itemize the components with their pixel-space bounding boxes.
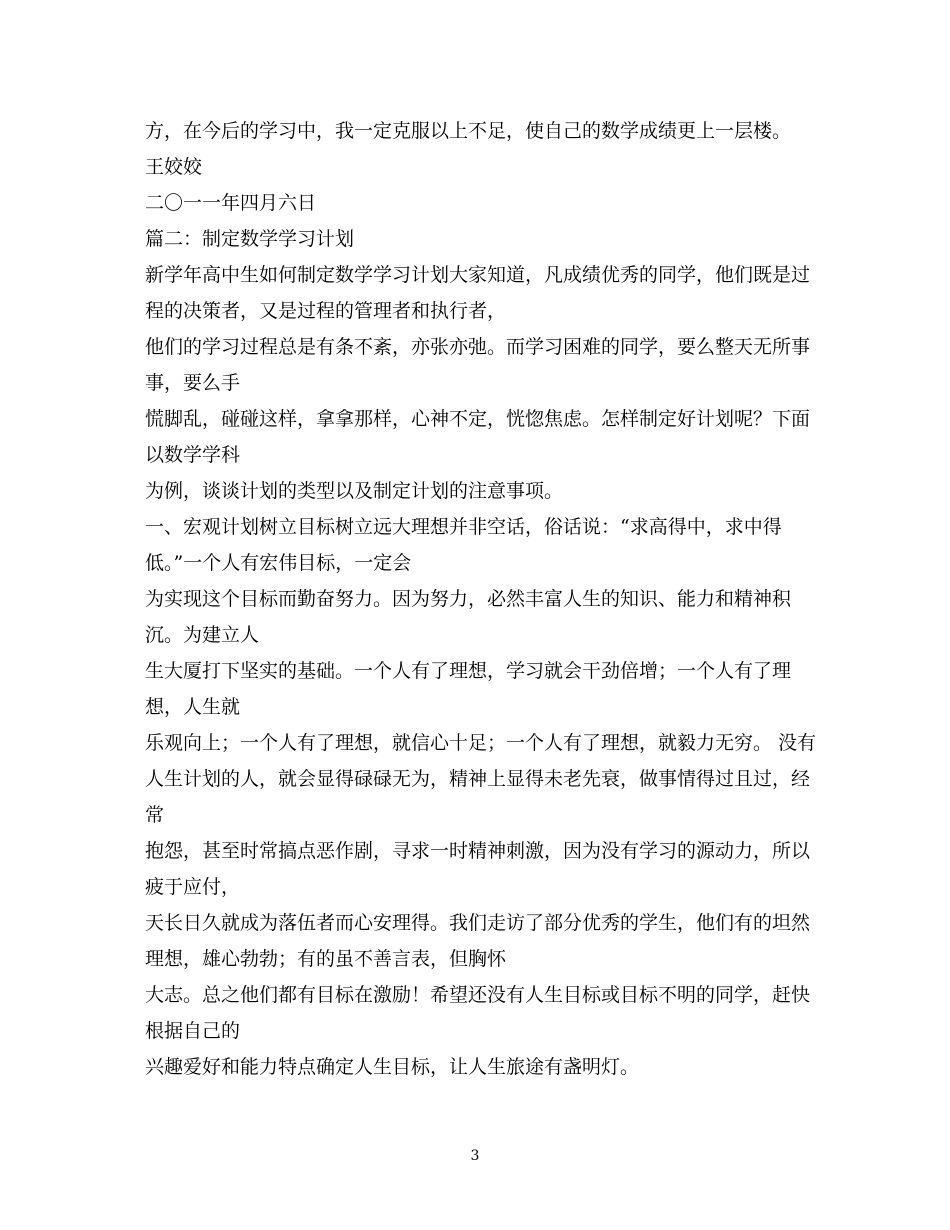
text-line: 乐观向上；一个人有了理想，就信心十足；一个人有了理想，就毅力无穷。 没有	[145, 732, 817, 754]
text-line: 方，在今后的学习中，我一定克服以上不足，使自己的数学成绩更上一层楼。	[145, 120, 792, 142]
text-line: 抱怨，甚至时常搞点恶作剧，寻求一时精神刺激，因为没有学习的源动力，所以	[145, 840, 811, 862]
section-heading: 篇二：制定数学学习计划	[145, 228, 355, 250]
text-line: 低。”一个人有宏伟目标，一定会	[145, 552, 412, 574]
text-line: 生大厦打下坚实的基础。一个人有了理想，学习就会干劲倍增；一个人有了理	[145, 660, 792, 682]
text-line: 理想，雄心勃勃；有的虽不善言表，但胸怀	[145, 948, 507, 970]
date-line: 二〇一一年四月六日	[145, 192, 317, 214]
page-number: 3	[470, 1148, 480, 1164]
text-line: 常	[145, 804, 165, 826]
text-line: 事，要么手	[145, 372, 241, 394]
text-line: 以数学学科	[145, 444, 241, 466]
text-line: 为实现这个目标而勤奋努力。因为努力，必然丰富人生的知识、能力和精神积	[145, 588, 792, 610]
text-line: 想，人生就	[145, 696, 241, 718]
text-line: 沉。为建立人	[145, 624, 260, 646]
document-body	[145, 113, 817, 1085]
text-line: 他们的学习过程总是有条不紊，亦张亦弛。而学习困难的同学，要么整天无所事	[145, 336, 811, 358]
text-line: 根据自己的	[145, 1020, 241, 1042]
text-line: 为例，谈谈计划的类型以及制定计划的注意事项。	[145, 480, 564, 502]
text-line: 慌脚乱，碰碰这样，拿拿那样，心神不定，恍惚焦虑。怎样制定好计划呢？下面	[145, 408, 811, 430]
author-name: 王姣姣	[145, 156, 203, 178]
text-line: 疲于应付，	[145, 876, 241, 898]
text-line: 天长日久就成为落伍者而心安理得。我们走访了部分优秀的学生，他们有的坦然	[145, 912, 811, 934]
text-line: 新学年高中生如何制定数学学习计划大家知道，凡成绩优秀的同学，他们既是过	[145, 264, 811, 286]
text-line: 人生计划的人，就会显得碌碌无为，精神上显得未老先衰，做事情得过且过，经	[145, 768, 811, 790]
text-line: 兴趣爱好和能力特点确定人生目标，让人生旅途有盏明灯。	[145, 1056, 640, 1078]
text-line: 程的决策者，又是过程的管理者和执行者，	[145, 300, 507, 322]
text-line: 一、宏观计划树立目标树立远大理想并非空话，俗话说：“求高得中，求中得	[145, 516, 782, 538]
text-line: 大志。总之他们都有目标在激励！希望还没有人生目标或目标不明的同学，赶快	[145, 984, 811, 1006]
